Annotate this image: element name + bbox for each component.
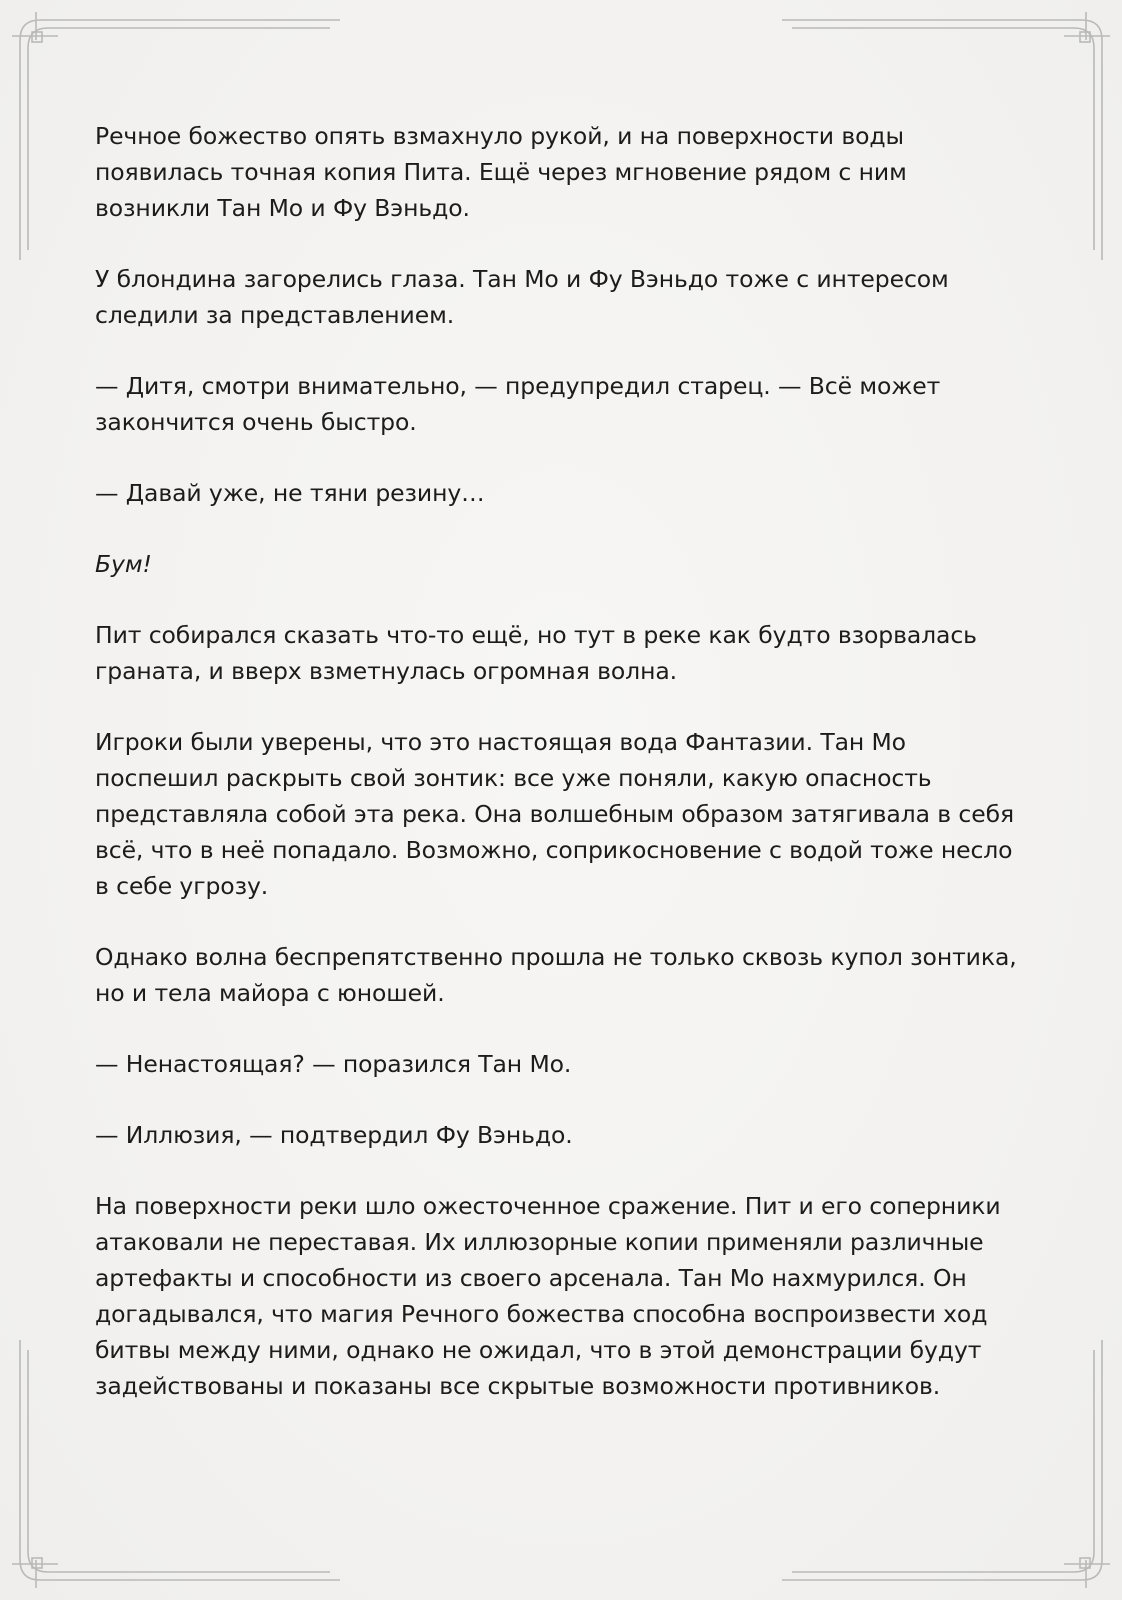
text-line: граната, и вверх взметнулась огромная волна.	[95, 657, 678, 685]
text-line: — Ненастоящая? — поразился Тан Мо.	[95, 1050, 572, 1078]
text-line: поспешил раскрыть свой зонтик: все уже поняли, какую опасность	[95, 764, 932, 792]
text-line: — Давай уже, не тяни резину…	[95, 479, 485, 507]
document-body	[95, 118, 1035, 1439]
text-line: битвы между ними, однако не ожидал, что в этой демонстрации будут	[95, 1336, 982, 1364]
paragraph	[95, 546, 1035, 582]
text-line: Речное божество опять взмахнуло рукой, и на поверхности воды	[95, 122, 904, 150]
paragraph	[95, 1046, 1035, 1082]
text-line: Однако волна беспрепятственно прошла не только сквозь купол зонтика,	[95, 943, 1017, 971]
text-line: На поверхности реки шло ожесточенное сражение. Пит и его соперники	[95, 1192, 1001, 1220]
text-line: — Дитя, смотри внимательно, — предупредил старец. — Всё может	[95, 372, 941, 400]
text-line: но и тела майора с юношей.	[95, 979, 445, 1007]
text-line: следили за представлением.	[95, 301, 455, 329]
text-line: задействованы и показаны все скрытые возможности противников.	[95, 1372, 941, 1400]
text-line: представляла собой эта река. Она волшебным образом затягивала в себя	[95, 800, 1014, 828]
text-line: Игроки были уверены, что это настоящая вода Фантазии. Тан Мо	[95, 728, 906, 756]
text-line: У блондина загорелись глаза. Тан Мо и Фу Вэньдо тоже с интересом	[95, 265, 949, 293]
text-line: закончится очень быстро.	[95, 408, 417, 436]
text-line: — Иллюзия, — подтвердил Фу Вэньдо.	[95, 1121, 573, 1149]
paragraph	[95, 724, 1035, 904]
text-line: Пит собирался сказать что-то ещё, но тут в реке как будто взорвалась	[95, 621, 977, 649]
paragraph	[95, 368, 1035, 440]
text-line: артефакты и способности из своего арсенала. Тан Мо нахмурился. Он	[95, 1264, 967, 1292]
text-line: всё, что в неё попадало. Возможно, соприкосновение с водой тоже несло	[95, 836, 1013, 864]
paragraph	[95, 617, 1035, 689]
text-line: атаковали не переставая. Их иллюзорные копии применяли различные	[95, 1228, 984, 1256]
text-line: в себе угрозу.	[95, 872, 269, 900]
paragraph	[95, 475, 1035, 511]
paragraph	[95, 1188, 1035, 1404]
paragraph	[95, 1117, 1035, 1153]
text-line: догадывался, что магия Речного божества способна воспроизвести ход	[95, 1300, 988, 1328]
text-line: появилась точная копия Пита. Ещё через мгновение рядом с ним	[95, 158, 907, 186]
paragraph	[95, 118, 1035, 226]
paragraph	[95, 261, 1035, 333]
paragraph	[95, 939, 1035, 1011]
text-line: возникли Тан Мо и Фу Вэньдо.	[95, 194, 470, 222]
text-line: Бум!	[95, 550, 152, 578]
